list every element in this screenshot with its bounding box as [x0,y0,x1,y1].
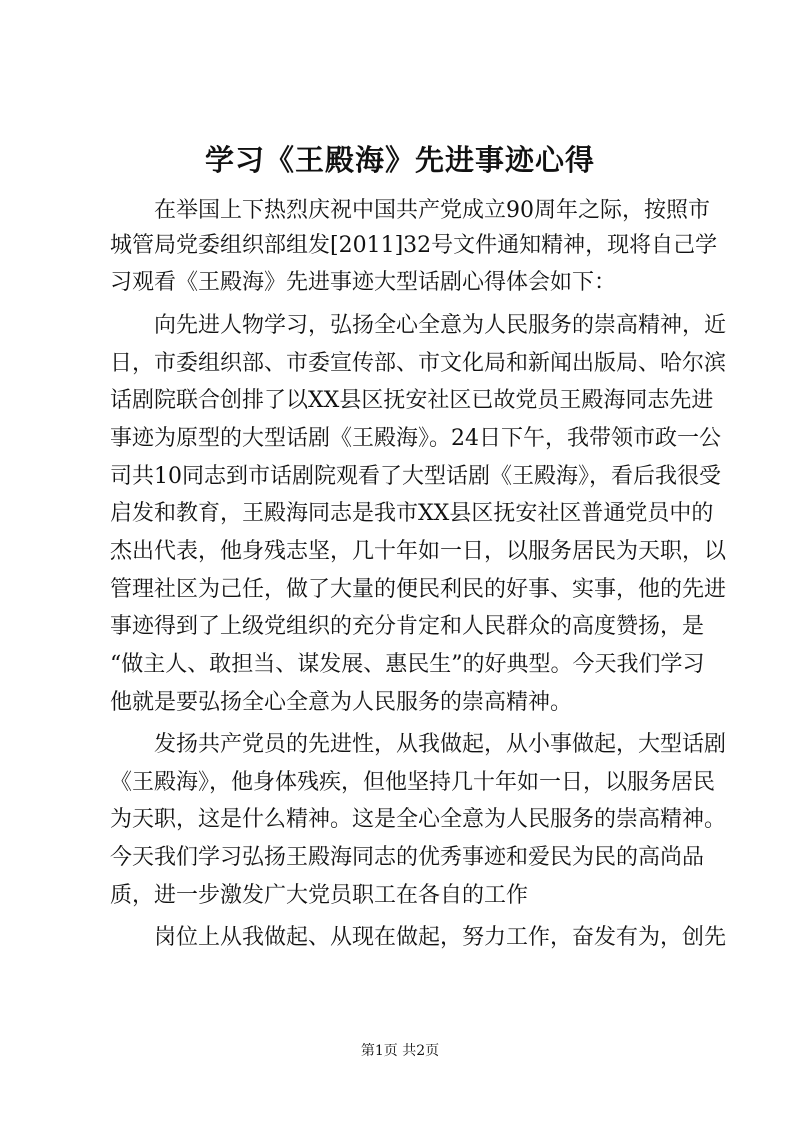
paragraph-line: 事迹得到了上级党组织的充分肯定和人民群众的高度赞扬，是 [110,614,705,639]
paragraph-line: 日，市委组织部、市委宣传部、市文化局和新闻出版局、哈尔滨 [110,351,727,376]
paragraph-line: 习观看《王殿海》先进事迹大型话剧心得体会如下： [110,270,617,295]
page-number: 第1页 共2页 [360,1043,440,1059]
paragraph-line: 为天职，这是什么精神。这是全心全意为人民服务的崇高精神。 [110,807,727,832]
paragraph-line: 在举国上下热烈庆祝中国共产党成立90周年之际，按照市 [154,198,710,223]
paragraph-line: 司共10同志到市话剧院观看了大型话剧《王殿海》，看后我很受 [110,464,721,489]
paragraph-line: “做主人、敢担当、谋发展、惠民生”的好典型。今天我们学习 [110,652,705,677]
paragraph-line: 他就是要弘扬全心全意为人民服务的崇高精神。 [110,690,573,715]
document-title: 学习《王殿海》先进事迹心得 [204,143,595,177]
paragraph-line: 启发和教育，王殿海同志是我市XX县区抚安社区普通党员中的 [110,501,714,526]
paragraph-line: 向先进人物学习，弘扬全心全意为人民服务的崇高精神，近 [154,313,727,338]
paragraph-line: 杰出代表，他身残志坚，几十年如一日，以服务居民为天职，以 [110,539,727,564]
paragraph-line: 《王殿海》，他身体残疾，但他坚持几十年如一日，以服务居民 [110,770,716,795]
paragraph-line: 今天我们学习弘扬王殿海同志的优秀事迹和爱民为民的高尚品 [110,845,705,870]
paragraph-line: 质，进一步激发广大党员职工在各自的工作 [110,883,529,908]
paragraph-line: 事迹为原型的大型话剧《王殿海》。24日下午，我带领市政一公 [110,426,721,451]
paragraph-line: 话剧院联合创排了以XX县区抚安社区已故党员王殿海同志先进 [110,388,714,413]
paragraph-line: 发扬共产党员的先进性，从我做起，从小事做起，大型话剧 [154,732,727,757]
paragraph-line: 城管局党委组织部组发[2011]32号文件通知精神，现将自己学 [110,233,718,258]
paragraph-line: 岗位上从我做起、从现在做起，努力工作，奋发有为，创先 [154,925,727,950]
paragraph-line: 管理社区为己任，做了大量的便民利民的好事、实事，他的先进 [110,577,727,602]
